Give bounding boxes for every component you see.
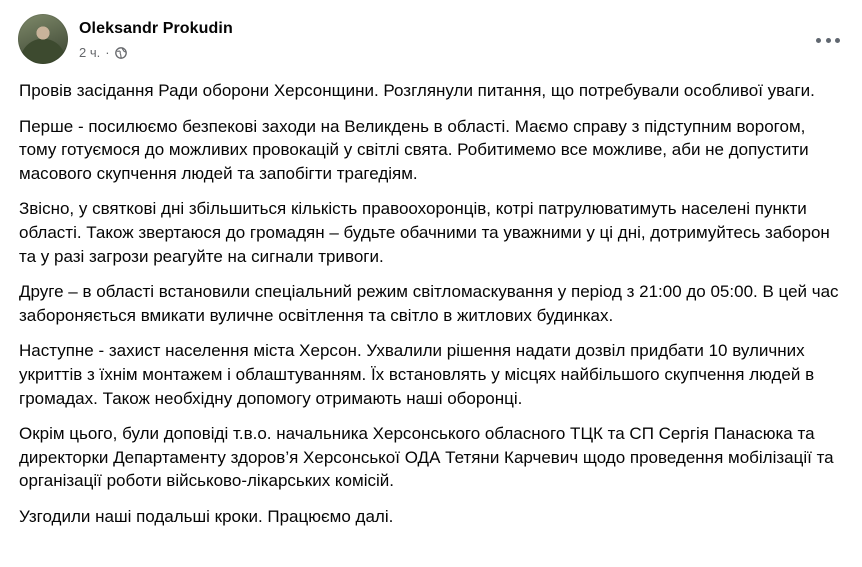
post-paragraph: Окрім цього, були доповіді т.в.о. начальника Херсонського обласного ТЦК та СП Сергія Панасюка та директорки Департаменту здоров’я Херсонської ОДА Тетяни Карчевич щодо проведення мобілізації та організації роботи військово-лікарських комісій.: [19, 424, 834, 491]
post-timestamp[interactable]: 2 ч.: [79, 45, 101, 60]
post-meta: [79, 45, 127, 60]
meta-separator: ·: [105, 45, 110, 60]
more-options-icon[interactable]: [816, 30, 840, 50]
post-paragraph: Друге – в області встановили спеціальний режим світломаскування у період з 21:00 до 05:00. В цей час забороняється вмикати вуличне освітлення та світло в житлових будинках.: [19, 282, 839, 325]
post-text: [19, 79, 845, 541]
author-avatar[interactable]: [18, 14, 68, 64]
post-paragraph: Наступне - захист населення міста Херсон. Ухвалили рішення надати дозвіл придбати 10 вуличних укриттів з їхнім монтажем і облаштуванням. Їх встановлять у місцях найбільшого скупчення людей в громадах. Також необхідну допомогу отримають наші оборонці.: [19, 341, 815, 408]
post-header: [18, 14, 848, 66]
post-paragraph: Провів засідання Ради оборони Херсонщини. Розглянули питання, що потребували особливої уваги.: [19, 81, 815, 100]
post-paragraph: Звісно, у святкові дні збільшиться кількість правоохоронців, котрі патрулюватимуть населені пункти області. Також звертаюся до громадян – будьте обачними та уважними у ці дні, дотримуйтесь заборон та у разі загрози реагуйте на сигнали тривоги.: [19, 199, 830, 266]
author-name[interactable]: Oleksandr Prokudin: [79, 20, 233, 37]
post-paragraph: Узгодили наші подальші кроки. Працюємо далі.: [19, 506, 394, 526]
globe-icon[interactable]: [115, 47, 127, 59]
post-paragraph: Перше - посилюємо безпекові заходи на Великдень в області. Маємо справу з підступним ворогом, тому готуємося до можливих провокацій у світлі свята. Робитимемо все можливе, аби не допустити масового скупчення людей та запобігти трагедіям.: [19, 116, 809, 183]
